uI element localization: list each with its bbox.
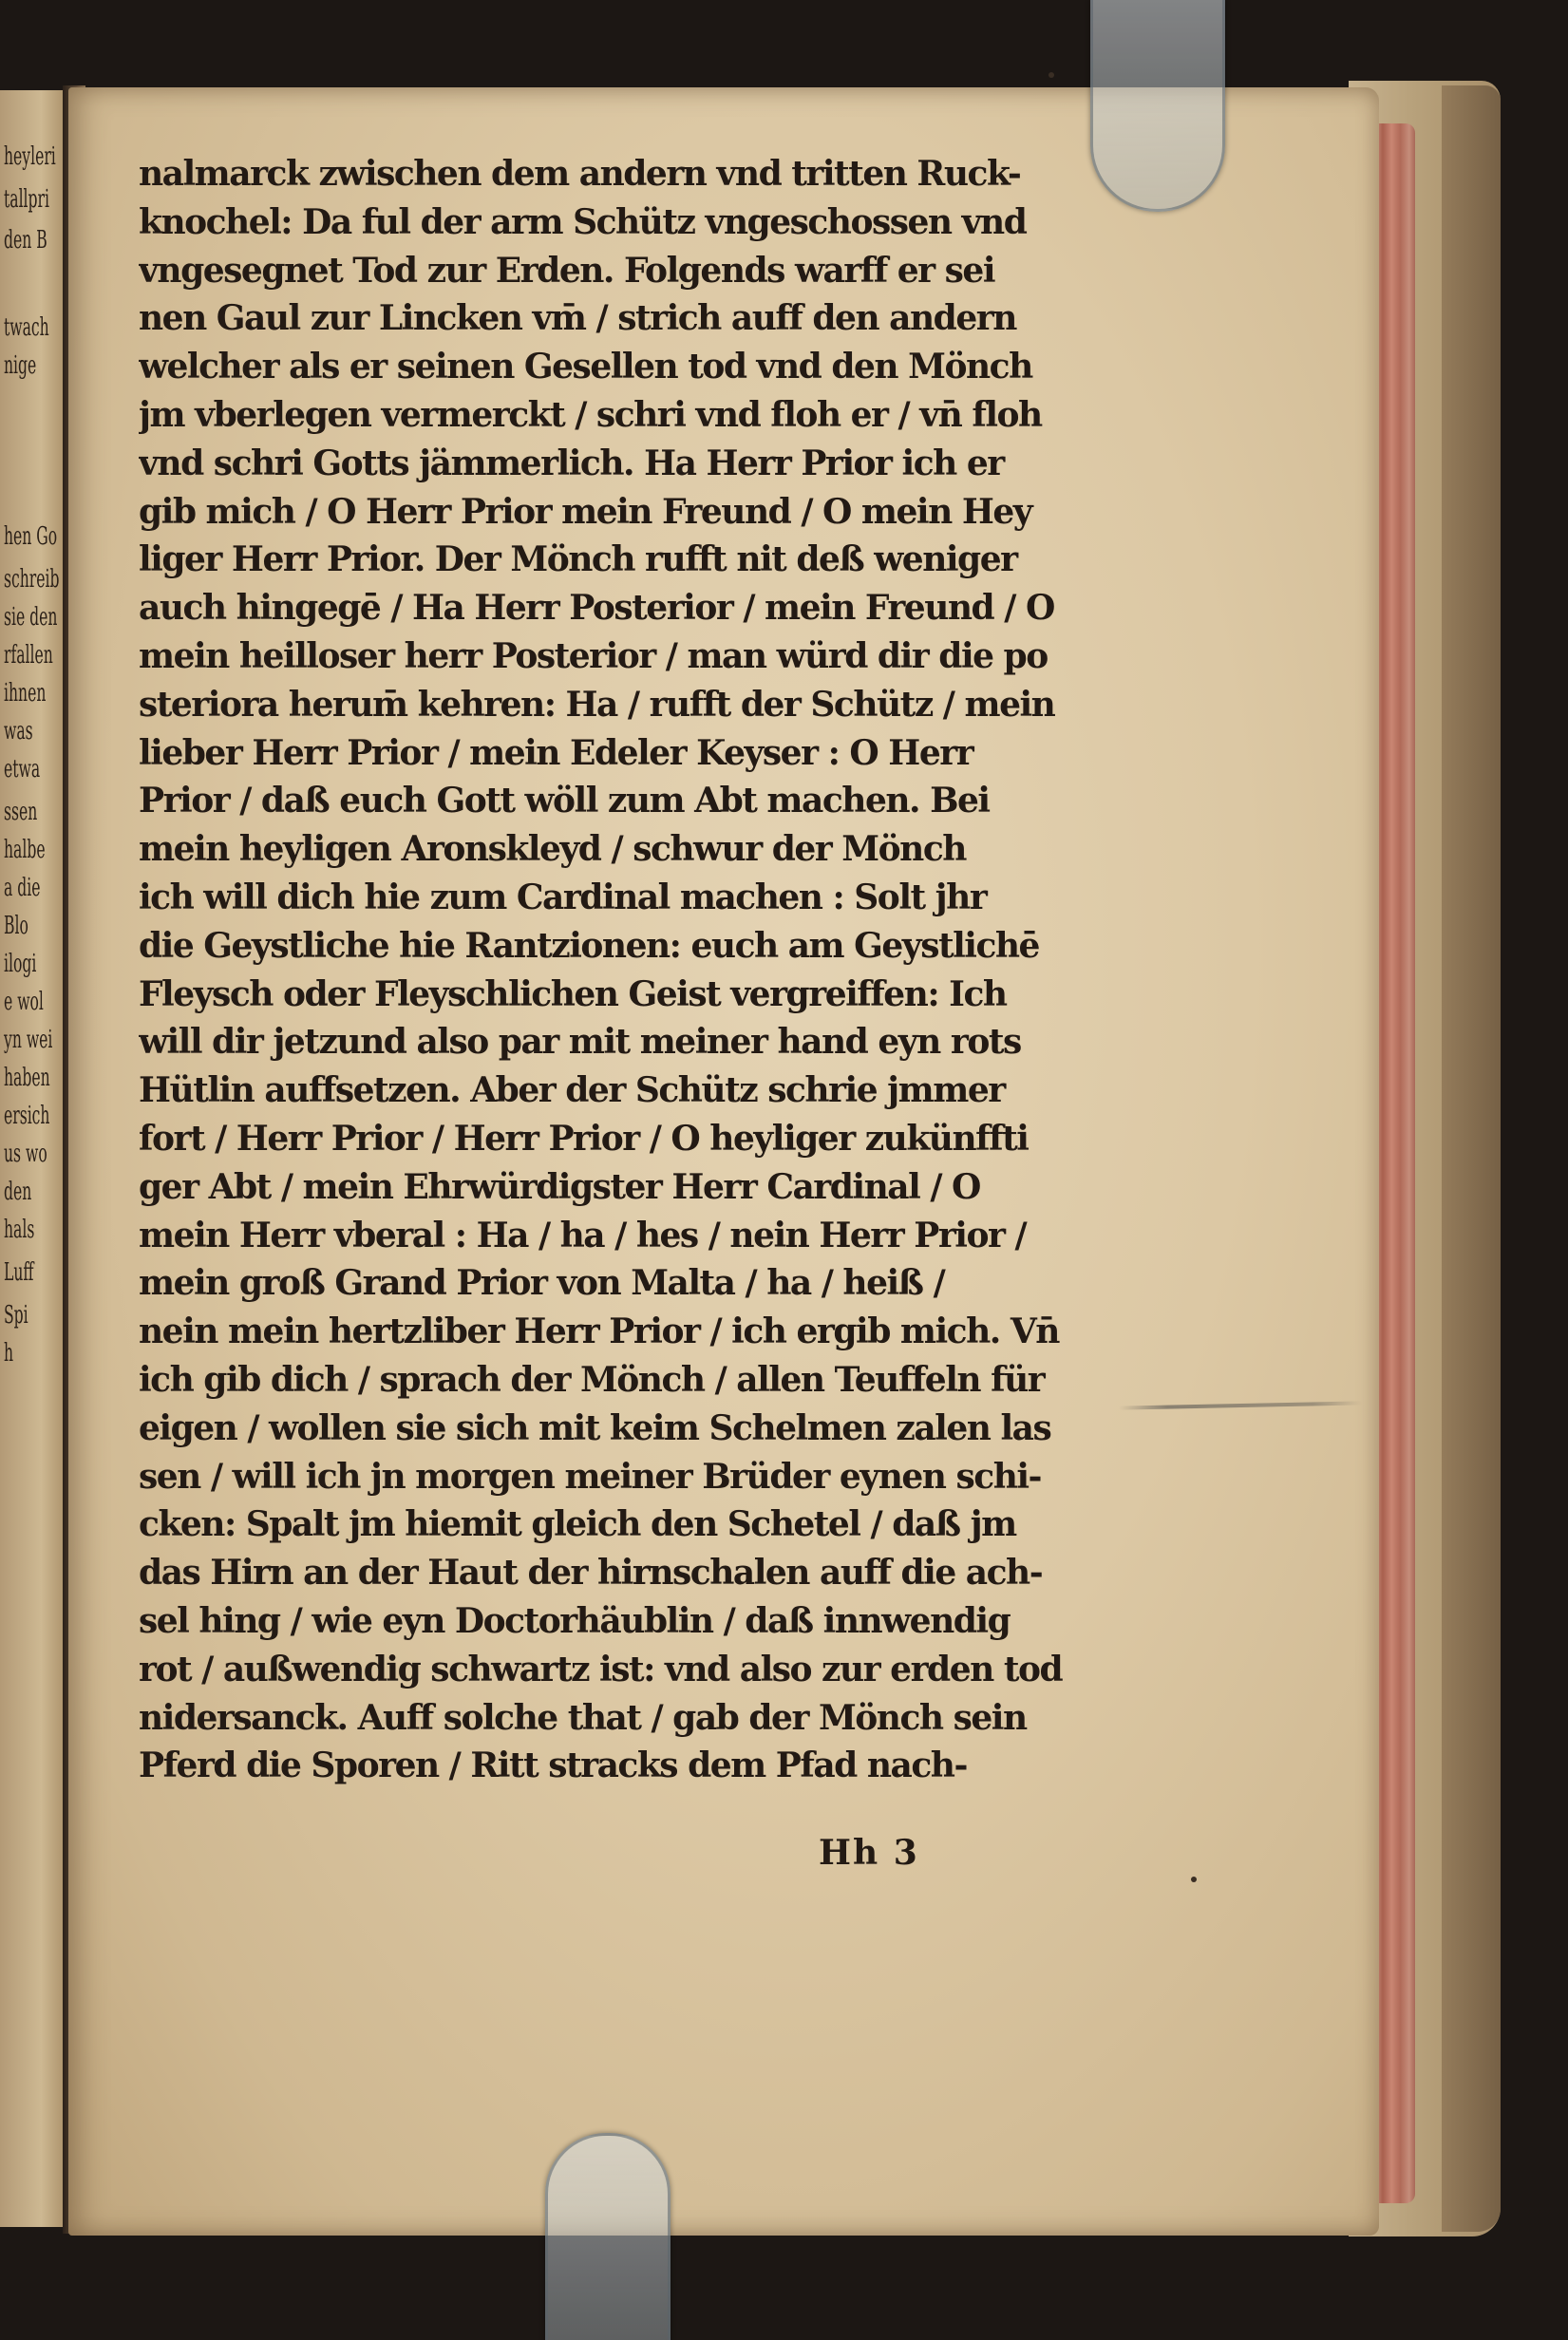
text-line: ich will dich hie zum Cardinal machen : Solt jhr <box>139 877 987 917</box>
text-line: knochel: Da ful der arm Schütz vngeschossen vnd <box>139 201 1027 242</box>
left-page-text: Blo <box>4 912 28 940</box>
text-line: welcher als er seinen Gesellen tod vnd den Mönch <box>139 347 1032 387</box>
text-line: liger Herr Prior. Der Mönch rufft nit deß weniger <box>139 539 1017 580</box>
text-line: sel hing / wie eyn Doctorhäublin / daß innwendig <box>139 1600 1011 1641</box>
text-line: nen Gaul zur Lincken vm̄ / strich auff den andern <box>139 298 1016 339</box>
top-page-clip <box>1090 0 1225 212</box>
left-page-text: etwa <box>4 755 41 783</box>
speck <box>1191 1877 1197 1882</box>
cover-edge <box>1442 85 1501 2232</box>
text-line: mein heilloser herr Posterior / man würd dir die po <box>139 635 1048 676</box>
left-page-text: Spi <box>4 1301 28 1330</box>
text-line: gib mich / O Herr Prior mein Freund / O mein Hey <box>139 491 1032 532</box>
text-line: vnd schri Gotts jämmerlich. Ha Herr Prior ich er <box>139 443 1004 483</box>
text-line: rot / außwendig schwartz ist: vnd also zur erden tod <box>139 1649 1063 1689</box>
text-line: sen / will ich jn morgen meiner Brüder eynen schi- <box>139 1456 1041 1497</box>
left-page-text: rfallen <box>4 641 53 670</box>
left-page-text: yn wei <box>4 1026 53 1054</box>
left-page-text: a die <box>4 874 41 902</box>
text-line: cken: Spalt jm hiemit gleich den Schetel / daß jm <box>139 1504 1016 1545</box>
left-page-text: Luff <box>4 1258 34 1287</box>
text-line: nalmarck zwischen dem andern vnd tritten Ruck- <box>139 154 1021 194</box>
left-page-text: hen Go <box>4 522 58 551</box>
text-line: mein Herr vberal : Ha / ha / hes / nein Herr Prior / <box>139 1215 1027 1255</box>
left-page-text: haben <box>4 1064 50 1092</box>
text-line: will dir jetzund also par mit meiner hand eyn rots <box>139 1022 1021 1063</box>
text-line: eigen / wollen sie sich mit keim Schelmen zalen las <box>139 1407 1051 1448</box>
left-page-text: tallpri <box>4 185 49 214</box>
text-line: ich gib dich / sprach der Mönch / allen Teuffeln für <box>139 1359 1045 1400</box>
left-page-text: twach <box>4 313 49 342</box>
page-signature: Hh 3 <box>819 1833 919 1873</box>
text-line: mein heyligen Aronskleyd / schwur der Mönch <box>139 829 966 870</box>
text-line: Prior / daß euch Gott wöll zum Abt machen. Bei <box>139 781 990 821</box>
left-page-text: schreib <box>4 565 60 594</box>
text-line: jm vberlegen vermerckt / schri vnd floh er / vn̄ floh <box>139 394 1042 435</box>
text-line: Fleysch oder Fleyschlichen Geist vergreiffen: Ich <box>139 973 1007 1014</box>
text-line: ger Abt / mein Ehrwürdigster Herr Cardinal / O <box>139 1166 980 1207</box>
text-line: vngesegnet Tod zur Erden. Folgends warff er sei <box>139 250 995 291</box>
left-page-fragment <box>0 90 68 2227</box>
left-page-text: ssen <box>4 798 38 826</box>
left-page-text: den B <box>4 226 47 255</box>
left-page-text: ersich <box>4 1102 50 1130</box>
text-line: nidersanck. Auff solche that / gab der Mönch sein <box>139 1697 1027 1738</box>
text-line: die Geystliche hie Rantzionen: euch am Geystlichē <box>139 925 1039 966</box>
left-page-text: ilogi <box>4 950 37 978</box>
left-page-text: sie den <box>4 603 58 632</box>
speck <box>1048 72 1054 78</box>
text-line: steriora herum̄ kehren: Ha / rufft der Schütz / mein <box>139 684 1055 725</box>
left-page-text: hals <box>4 1216 35 1244</box>
text-line: lieber Herr Prior / mein Edeler Keyser : O Herr <box>139 732 973 773</box>
page-text <box>139 150 1088 1790</box>
left-page-text: was <box>4 717 33 745</box>
left-page-text: ihnen <box>4 679 47 708</box>
text-line: Hütlin auffsetzen. Aber der Schütz schrie jmmer <box>139 1070 1005 1111</box>
left-page-text: e wol <box>4 988 44 1016</box>
left-page-text: den <box>4 1178 32 1206</box>
left-page-text: heyleri <box>4 142 56 171</box>
left-page-text: h <box>4 1339 14 1368</box>
left-page-text: nige <box>4 351 37 380</box>
text-line: nein mein hertzliber Herr Prior / ich ergib mich. Vn̄ <box>139 1312 1059 1352</box>
left-page-text: halbe <box>4 836 46 864</box>
left-page-text: us wo <box>4 1140 47 1168</box>
text-line: das Hirn an der Haut der hirnschalen auff die ach- <box>139 1553 1043 1594</box>
text-line: fort / Herr Prior / Herr Prior / O heyliger zukünffti <box>139 1118 1029 1159</box>
text-line: mein groß Grand Prior von Malta / ha / heiß / <box>139 1263 945 1304</box>
text-line: auch hingegē / Ha Herr Posterior / mein Freund / O <box>139 588 1054 629</box>
bottom-page-clip <box>545 2133 671 2340</box>
text-line: Pferd die Sporen / Ritt stracks dem Pfad nach- <box>139 1746 967 1786</box>
